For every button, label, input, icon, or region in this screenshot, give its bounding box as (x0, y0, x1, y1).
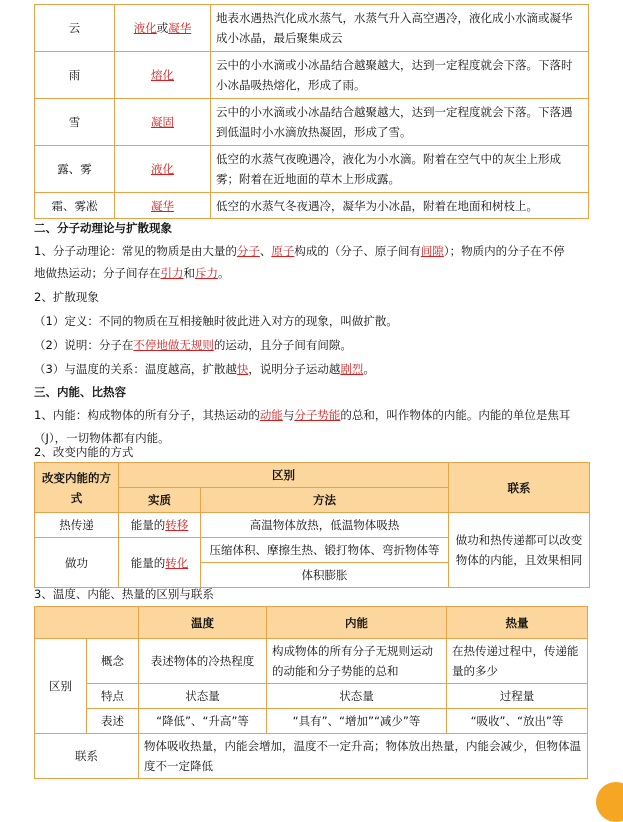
table-row (35, 99, 589, 146)
row-method: 体积膨胀 (201, 563, 449, 588)
section-heading-3: 三、内能、比热容 (34, 385, 126, 399)
row-essence: 能量的转化 (119, 538, 201, 588)
link-cell: 做功和热传递都可以改变物体的内能，且效果相同 (449, 513, 590, 588)
diff-label: 区别 (35, 639, 87, 734)
feature-label: 特点 (87, 684, 139, 709)
phenomenon-name: 雨 (35, 52, 115, 99)
header-inner: 内能 (267, 607, 447, 639)
link-text: 物体吸收热量，内能会增加，温度不一定升高；物体放出热量，内能会减少，但物体温度不一定降低 (139, 734, 588, 779)
phenomenon-name: 霜、雾凇 (35, 193, 115, 219)
table-row (35, 709, 588, 734)
row-name: 做功 (35, 538, 119, 588)
header-essence: 实质 (119, 488, 201, 513)
temp-energy-heat-table (34, 606, 588, 779)
table-row (35, 463, 590, 488)
table-row (35, 734, 588, 779)
table-row (35, 639, 588, 684)
table-row (35, 193, 589, 219)
row-name: 热传递 (35, 513, 119, 538)
feature-heat: 过程量 (447, 684, 588, 709)
paragraph: 2、扩散现象 (34, 290, 99, 304)
express-heat: “吸收”、“放出”等 (447, 709, 588, 734)
row-method: 高温物体放热，低温物体吸热 (201, 513, 449, 538)
feature-temp: 状态量 (139, 684, 267, 709)
phenomenon-desc: 低空的水蒸气冬夜遇冷，凝华为小冰晶，附着在地面和树枝上。 (211, 193, 589, 219)
paragraph: 地做热运动；分子间存在引力和斥力。 (34, 266, 230, 280)
phenomenon-desc: 云中的小水滴或小冰晶结合越聚越大，达到一定程度就会下落。下落时小冰晶吸热熔化，形成了雨。 (211, 52, 589, 99)
phenomenon-desc: 云中的小水滴或小冰晶结合越聚越大，达到一定程度就会下落。下落遇到低温时小水滴放热凝固，形成了雪。 (211, 99, 589, 146)
phenomenon-name: 露、雾 (35, 146, 115, 193)
table-row (35, 684, 588, 709)
row-method: 压缩体积、摩擦生热、锻打物体、弯折物体等 (201, 538, 449, 563)
paragraph: （3）与温度的关系：温度越高，扩散越快，说明分子运动越剧烈。 (34, 362, 375, 376)
paragraph: 3、温度、内能、热量的区别与联系 (34, 587, 214, 601)
page-corner-badge (596, 782, 623, 822)
phenomenon-name: 雪 (35, 99, 115, 146)
table-row (35, 5, 589, 52)
link-label: 联系 (35, 734, 139, 779)
inner-energy-change-table (34, 462, 590, 588)
state-change: 液化或凝华 (115, 5, 211, 52)
state-change: 凝华 (115, 193, 211, 219)
weather-table (34, 4, 589, 219)
state-change: 凝固 (115, 99, 211, 146)
table-row (35, 52, 589, 99)
state-change: 熔化 (115, 52, 211, 99)
table-row (35, 513, 590, 538)
paragraph: 2、改变内能的方式 (34, 445, 134, 459)
header-link: 联系 (449, 463, 590, 513)
paragraph: 1、内能：构成物体的所有分子，其热运动的动能与分子势能的总和，叫作物体的内能。内能的单位是焦耳 (34, 408, 571, 422)
concept-label: 概念 (87, 639, 139, 684)
concept-inner: 构成物体的所有分子无规则运动的动能和分子势能的总和 (267, 639, 447, 684)
header-method: 方法 (201, 488, 449, 513)
paragraph: （2）说明：分子在不停地做无规则的运动，且分子间有间隙。 (34, 338, 352, 352)
express-inner: “具有”、“增加”“减少”等 (267, 709, 447, 734)
header-temp: 温度 (139, 607, 267, 639)
paragraph: （1）定义：不同的物质在互相接触时彼此进入对方的现象，叫做扩散。 (34, 314, 398, 328)
header-blank (35, 607, 139, 639)
express-temp: “降低”、“升高”等 (139, 709, 267, 734)
row-essence: 能量的转移 (119, 513, 201, 538)
table-row (35, 607, 588, 639)
paragraph: 1、分子动理论：常见的物质是由大量的分子、原子构成的（分子、原子间有间隙）；物质内的分子在不停 (34, 244, 565, 258)
header-heat: 热量 (447, 607, 588, 639)
concept-heat: 在热传递过程中，传递能量的多少 (447, 639, 588, 684)
phenomenon-desc: 地表水遇热汽化成水蒸气，水蒸气升入高空遇冷，液化成小水滴或凝华成小冰晶，最后聚集成云 (211, 5, 589, 52)
section-heading-2: 二、分子动理论与扩散现象 (34, 221, 172, 235)
state-change: 液化 (115, 146, 211, 193)
paragraph: （J），一切物体都有内能。 (34, 431, 170, 445)
express-label: 表述 (87, 709, 139, 734)
feature-inner: 状态量 (267, 684, 447, 709)
phenomenon-name: 云 (35, 5, 115, 52)
table-row (35, 146, 589, 193)
header-way: 改变内能的方 式 (35, 463, 119, 513)
phenomenon-desc: 低空的水蒸气夜晚遇冷，液化为小水滴。附着在空气中的灰尘上形成雾；附着在近地面的草木上形成露。 (211, 146, 589, 193)
header-diff: 区别 (119, 463, 449, 488)
concept-temp: 表述物体的冷热程度 (139, 639, 267, 684)
